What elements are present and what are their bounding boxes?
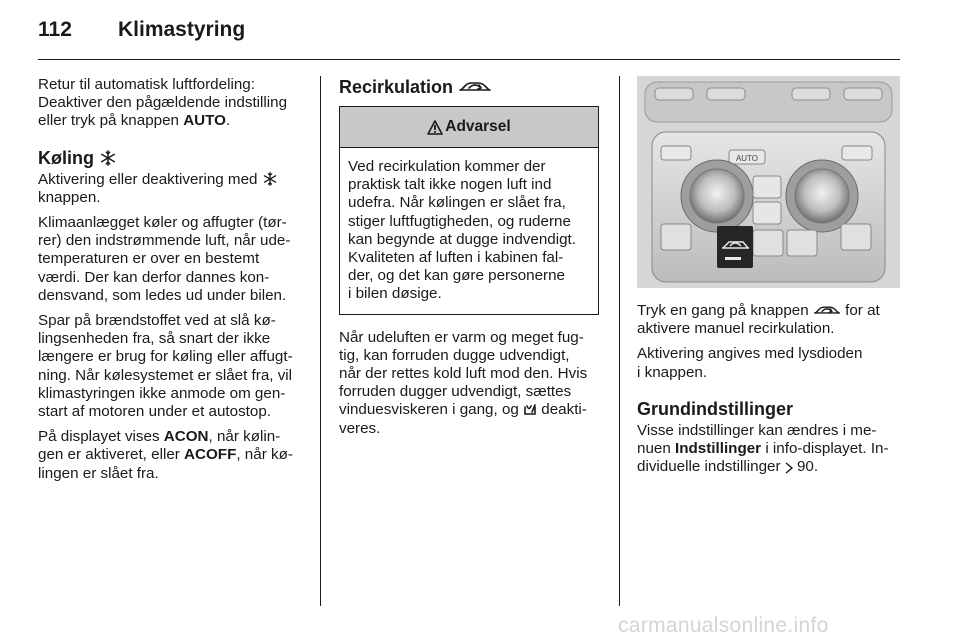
snowflake-icon [99, 149, 117, 167]
settings-paragraph: Visse indstillinger kan ændres i me- nuen Indstillinger i info-displayet. In- dividuelle indstillinger 90. [637, 421, 889, 476]
recirkulation-heading: Recirkulation [339, 76, 601, 98]
koling-paragraph-2: Klimaanlægget køler og affugter (tør- rer) den indstrømmende luft, når ude- temperaturen er over en bestemt værdi. Der kan derfor dannes kon- densvand, som ledes ud under bilen. [38, 214, 291, 304]
settings-menu-keyword: Indstillinger [675, 440, 762, 458]
warning-body: Ved recirkulation kommer der praktisk talt ikke nogen luft ind udefra. Når kølingen er slået fra, stiger luftfugtigheden, og ruderne kan begynde at dugge indvendigt. Kvaliteten af luften i kabinen fal- der, og det kan gøre personerne i bilen døsige. [348, 158, 576, 303]
header-rule [38, 59, 900, 60]
led-paragraph: Aktivering angives med lysdioden i knappen. [637, 345, 863, 381]
wiper-icon [523, 403, 537, 417]
column-2 [339, 76, 601, 445]
control-panel-illustration [637, 76, 900, 288]
warning-title: Advarsel [445, 117, 511, 135]
control-panel-photo [637, 76, 900, 288]
snowflake-icon [262, 171, 278, 187]
koling-heading: Køling [38, 147, 306, 169]
acon-keyword: ACON [163, 428, 209, 446]
column-divider-right [619, 76, 620, 606]
koling-paragraph-4: På displayet vises ACON, når kølin- gen er aktiveret, eller ACOFF, når kø- lingen er slået fra. [38, 428, 293, 482]
acoff-keyword: ACOFF [184, 446, 237, 464]
page-header [38, 14, 900, 54]
column-divider-left [320, 76, 321, 606]
koling-paragraph-3: Spar på brændstoffet ved at slå kø- lingsenheden fra, så snart der ikke længere er brug for køling eller affugt- ning. Når kølesystemet er slået fra, vil klimastyringen ikke anmode om gen- start af motoren under et autostop. [38, 312, 293, 421]
intro-paragraph: Retur til automatisk luftfordeling: Deaktiver den pågældende indstilling eller tryk på knappen AUTO. [38, 76, 288, 130]
column-1 [38, 76, 306, 490]
page-number: 112 [38, 18, 72, 41]
recirc-instruction-paragraph: Tryk en gang på knappen for at aktivere manuel recirkulation. [637, 302, 880, 338]
watermark: carmanualsonline.info [618, 614, 829, 637]
warning-header [340, 107, 598, 148]
grundindstillinger-heading: Grundindstillinger [637, 398, 793, 419]
warning-triangle-icon [427, 120, 443, 135]
page-reference-link[interactable]: 90 [796, 458, 814, 476]
auto-button-label: AUTO [735, 154, 759, 163]
recirculation-icon [813, 303, 841, 318]
column-3 [637, 302, 900, 483]
koling-paragraph-1: Aktivering eller deaktivering med knappen. [38, 171, 306, 207]
auto-keyword: AUTO [183, 112, 226, 130]
page-reference-arrow-icon [785, 462, 793, 474]
page-title: Klimastyring [118, 18, 246, 41]
recirculation-icon [458, 78, 492, 96]
recirkulation-paragraph: Når udeluften er varm og meget fug- tig, kan forruden dugge udvendigt, når der rettes kold luft mod den. Hvis forruden dugger udvendigt, sættes vinduesviskeren i gang, og deakti- veres. [339, 328, 588, 437]
warning-box [339, 106, 599, 315]
